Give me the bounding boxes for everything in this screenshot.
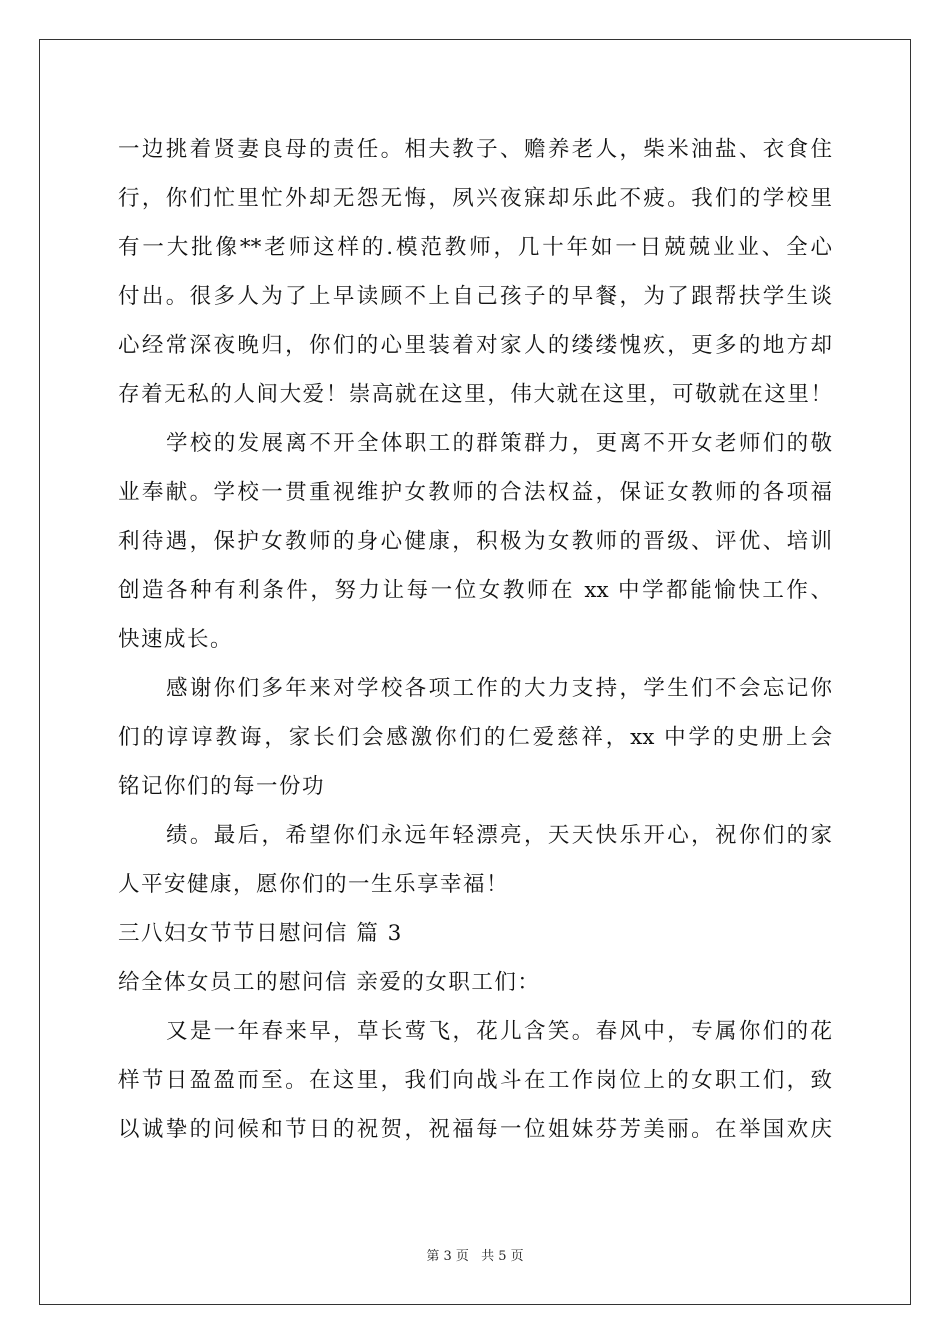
letter-salutation: 给全体女员工的慰问信 亲爱的女职工们： (118, 970, 541, 995)
text-line: 创造各种有利条件，努力让每一位女教师在 xx 中学都能愉快工作、 (118, 578, 832, 603)
text-line: 人平安健康，愿你们的一生乐享幸福！ (118, 872, 510, 897)
text-line: 利待遇，保护女教师的身心健康，积极为女教师的晋级、评优、培训 (118, 529, 832, 554)
section-heading: 三八妇女节节日慰问信 篇 3 (118, 921, 403, 946)
page-number: 第 3 页 (426, 1249, 469, 1264)
text-line: 以诚挚的问候和节日的祝贺，祝福每一位姐妹芬芳美丽。在举国欢庆 (118, 1117, 832, 1142)
text-line: 行，你们忙里忙外却无怨无悔，夙兴夜寐却乐此不疲。我们的学校里 (118, 186, 832, 211)
text-line: 们的谆谆教诲，家长们会感激你们的仁爱慈祥，xx 中学的史册上会 (118, 725, 832, 750)
page-total: 共 5 页 (481, 1249, 524, 1264)
text-line: 铭记你们的每一份功 (118, 774, 326, 799)
text-line: 样节日盈盈而至。在这里，我们向战斗在工作岗位上的女职工们，致 (118, 1068, 832, 1093)
page-footer (0, 1245, 950, 1264)
paragraph-first-line: 又是一年春来早，草长莺飞，花儿含笑。春风中，专属你们的花 (166, 1019, 832, 1044)
text-line: 心经常深夜晚归，你们的心里装着对家人的缕缕愧疚，更多的地方却 (118, 333, 832, 358)
text-line: 付出。很多人为了上早读顾不上自己孩子的早餐，为了跟帮扶学生谈 (118, 284, 832, 309)
paragraph-first-line: 学校的发展离不开全体职工的群策群力，更离不开女老师们的敬 (166, 431, 832, 456)
paragraph-first-line: 绩。最后，希望你们永远年轻漂亮，天天快乐开心，祝你们的家 (166, 823, 832, 848)
text-line: 快速成长。 (118, 627, 234, 652)
text-line: 有一大批像**老师这样的.模范教师，几十年如一日兢兢业业、全心 (118, 235, 832, 260)
text-line: 存着无私的人间大爱！崇高就在这里，伟大就在这里，可敬就在这里！ (118, 382, 832, 407)
document-body (118, 125, 832, 1154)
text-line: 业奉献。学校一贯重视维护女教师的合法权益，保证女教师的各项福 (118, 480, 832, 505)
text-line: 一边挑着贤妻良母的责任。相夫教子、赡养老人，柴米油盐、衣食住 (118, 137, 832, 162)
paragraph-first-line: 感谢你们多年来对学校各项工作的大力支持，学生们不会忘记你 (166, 676, 832, 701)
